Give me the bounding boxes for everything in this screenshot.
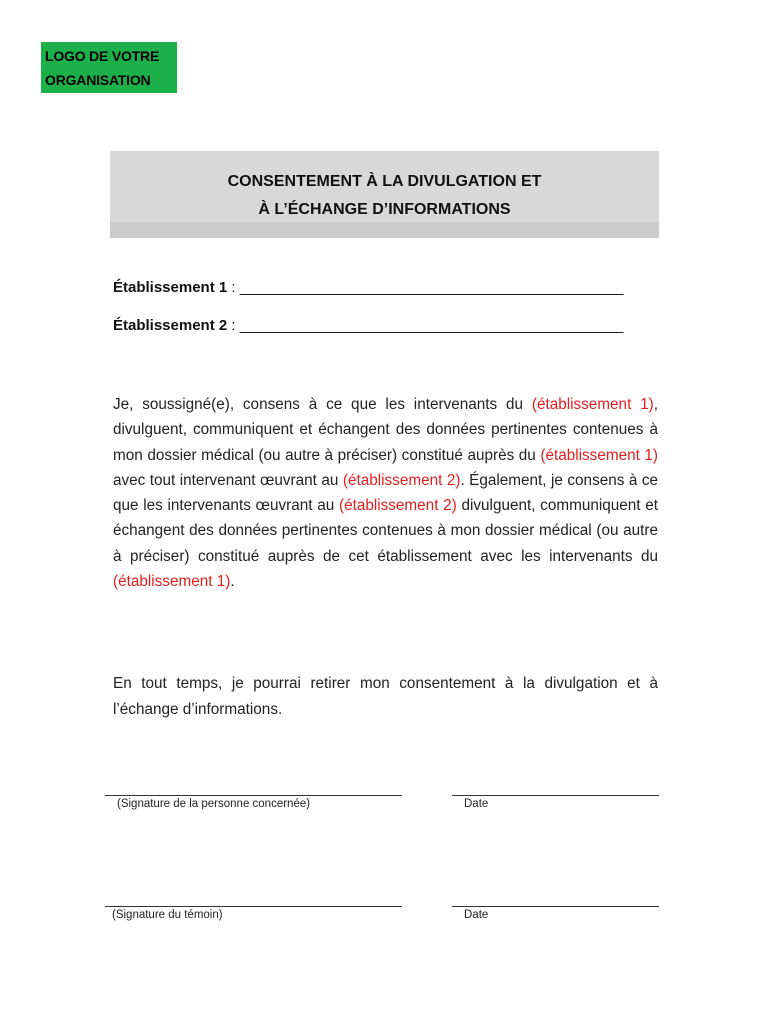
logo-line-2: ORGANISATION: [45, 72, 151, 88]
paragraph-text: divulguent, communiquent et échangent des données pertinentes contenues à mon dossier médical (ou autre à préciser) constitué auprès de cet établissement avec les intervenants du: [113, 497, 658, 565]
signature-label-person: (Signature de la personne concernée): [117, 798, 311, 810]
signature-label-witness: (Signature du témoin): [112, 909, 223, 921]
placeholder-establishment-ref: (établissement 2): [338, 497, 457, 515]
consent-paragraph: [113, 392, 658, 594]
date-line-1[interactable]: [452, 795, 659, 796]
signature-line-person[interactable]: [105, 795, 402, 796]
title-box-band: [110, 222, 659, 238]
signature-line-witness[interactable]: [105, 906, 402, 907]
title-line-1: CONSENTEMENT À LA DIVULGATION ET: [227, 173, 542, 190]
field-blank-line[interactable]: ______________________________________________: [239, 317, 624, 334]
field-separator: :: [227, 317, 240, 334]
date-label-1: Date: [464, 798, 489, 810]
field-label: Établissement 2: [113, 317, 228, 334]
paragraph-text: avec tout intervenant œuvrant au: [113, 471, 343, 489]
date-label-2: Date: [464, 909, 489, 921]
title-box: [110, 151, 659, 238]
paragraph-text: .: [230, 573, 235, 591]
date-line-2[interactable]: [452, 906, 659, 907]
field-separator: :: [227, 279, 240, 296]
field-etablissement-2[interactable]: [113, 317, 623, 334]
withdrawal-paragraph: En tout temps, je pourrai retirer mon consentement à la divulgation et à l’échange d’informations.: [113, 675, 658, 718]
field-etablissement-1[interactable]: [113, 279, 623, 296]
document-title: [110, 168, 659, 224]
organization-logo-placeholder: [41, 42, 177, 93]
field-blank-line[interactable]: ______________________________________________: [239, 279, 624, 296]
placeholder-establishment-ref: (établissement 1): [540, 446, 658, 464]
placeholder-establishment-ref: (établissement 1): [531, 396, 654, 413]
field-label: Établissement 1: [113, 279, 228, 296]
title-line-2: À L’ÉCHANGE D’INFORMATIONS: [258, 201, 511, 218]
logo-line-1: LOGO DE VOTRE: [45, 48, 160, 64]
paragraph-text: Je, soussigné(e), consens à ce que les intervenants du: [113, 396, 532, 413]
placeholder-establishment-ref: (établissement 1): [113, 573, 231, 591]
placeholder-establishment-ref: (établissement 2): [342, 471, 461, 489]
paragraph-text: , divulguent, communiquent et échangent des données pertinentes contenues à mon dossier médical (ou autre à préciser) constitué auprès du: [113, 396, 659, 464]
paragraph-text: . Également, je consens à ce que les intervenants œuvrant au: [113, 471, 658, 515]
